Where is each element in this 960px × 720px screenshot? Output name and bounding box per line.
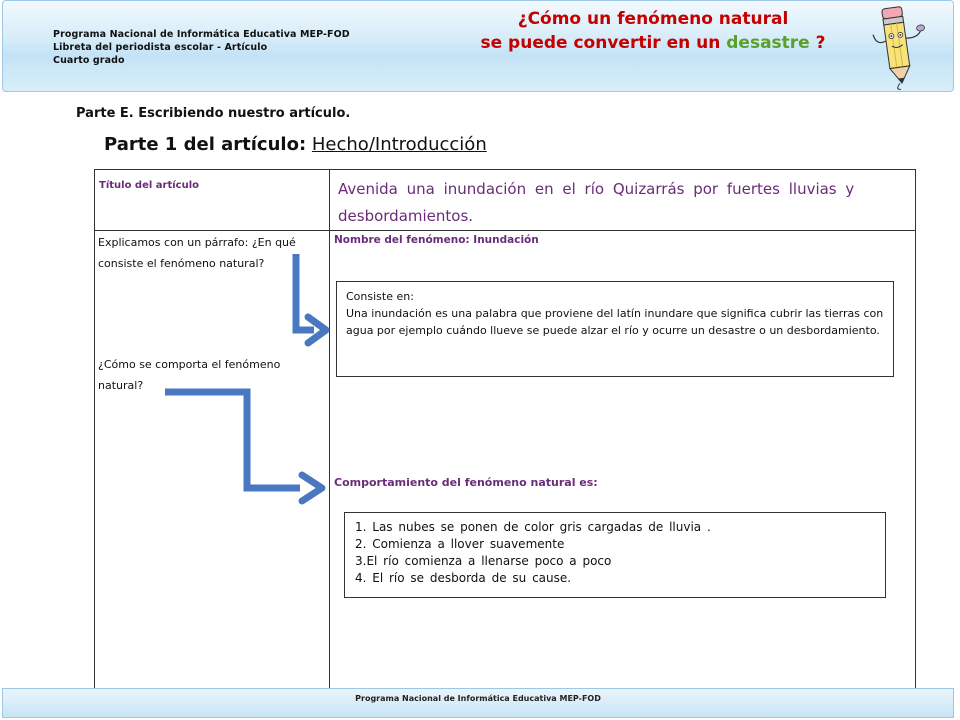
questions-cell <box>95 231 330 695</box>
section-heading: Parte E. Escribiendo nuestro artículo. <box>76 106 351 121</box>
article-title-value: Avenida una inundación en el río Quizarrás por fuertes lluvias y desbordamientos. <box>338 180 855 225</box>
definition-box <box>336 281 894 377</box>
pencil-mascot-icon <box>865 3 935 91</box>
question-2 <box>98 354 280 396</box>
footer-text: Programa Nacional de Informática Educativa MEP-FOD <box>355 694 601 703</box>
title-line-2 <box>433 31 873 55</box>
title-label-cell <box>95 170 330 231</box>
definition-title: Consiste en: <box>346 290 414 303</box>
phenomenon-name: Nombre del fenómeno: Inundación <box>334 234 539 246</box>
title-label: Título del artículo <box>99 180 200 191</box>
program-line: Programa Nacional de Informática Educativa MEP-FOD <box>53 29 350 40</box>
question-1 <box>98 232 296 274</box>
list-item: 3.El río comienza a llenarse poco a poco <box>355 554 612 568</box>
list-item: 1. Las nubes se ponen de color gris cargadas de lluvia . <box>355 520 711 534</box>
article-part-heading <box>104 134 487 155</box>
title-suffix: ? <box>809 33 826 53</box>
title-prefix: se puede convertir en un <box>480 33 727 53</box>
question-1-line: consiste el fenómeno natural? <box>98 257 265 270</box>
question-1-line: Explicamos con un párrafo: ¿En qué <box>98 236 296 249</box>
behavior-steps-box <box>344 512 886 598</box>
part-label: Parte 1 del artículo: <box>104 134 307 155</box>
definition-text: Una inundación es una palabra que proviene del latín inundare que significa cubrir las tierras con agua por ejemplo cuándo llueve se puede alzar el río y ocurre un desastre o un desbordamiento. <box>346 307 884 337</box>
title-value-cell <box>330 170 916 231</box>
program-line: Cuarto grado <box>53 55 125 66</box>
list-item: 2. Comienza a llover suavemente <box>355 537 565 551</box>
table-row <box>95 170 916 231</box>
program-info <box>53 28 350 67</box>
behavior-label: Comportamiento del fenómeno natural es: <box>334 476 598 489</box>
program-line: Libreta del periodista escolar - Artículo <box>53 42 268 53</box>
footer-banner <box>2 688 954 718</box>
question-2-line: natural? <box>98 379 144 392</box>
list-item: 4. El río se desborda de su cause. <box>355 571 572 585</box>
header-banner <box>2 0 954 92</box>
title-highlight: desastre <box>726 33 810 53</box>
page-title <box>433 7 873 55</box>
title-line-1: ¿Cómo un fenómeno natural <box>517 9 789 29</box>
part-subject: Hecho/Introducción <box>311 134 487 155</box>
question-2-line: ¿Cómo se comporta el fenómeno <box>98 358 281 371</box>
